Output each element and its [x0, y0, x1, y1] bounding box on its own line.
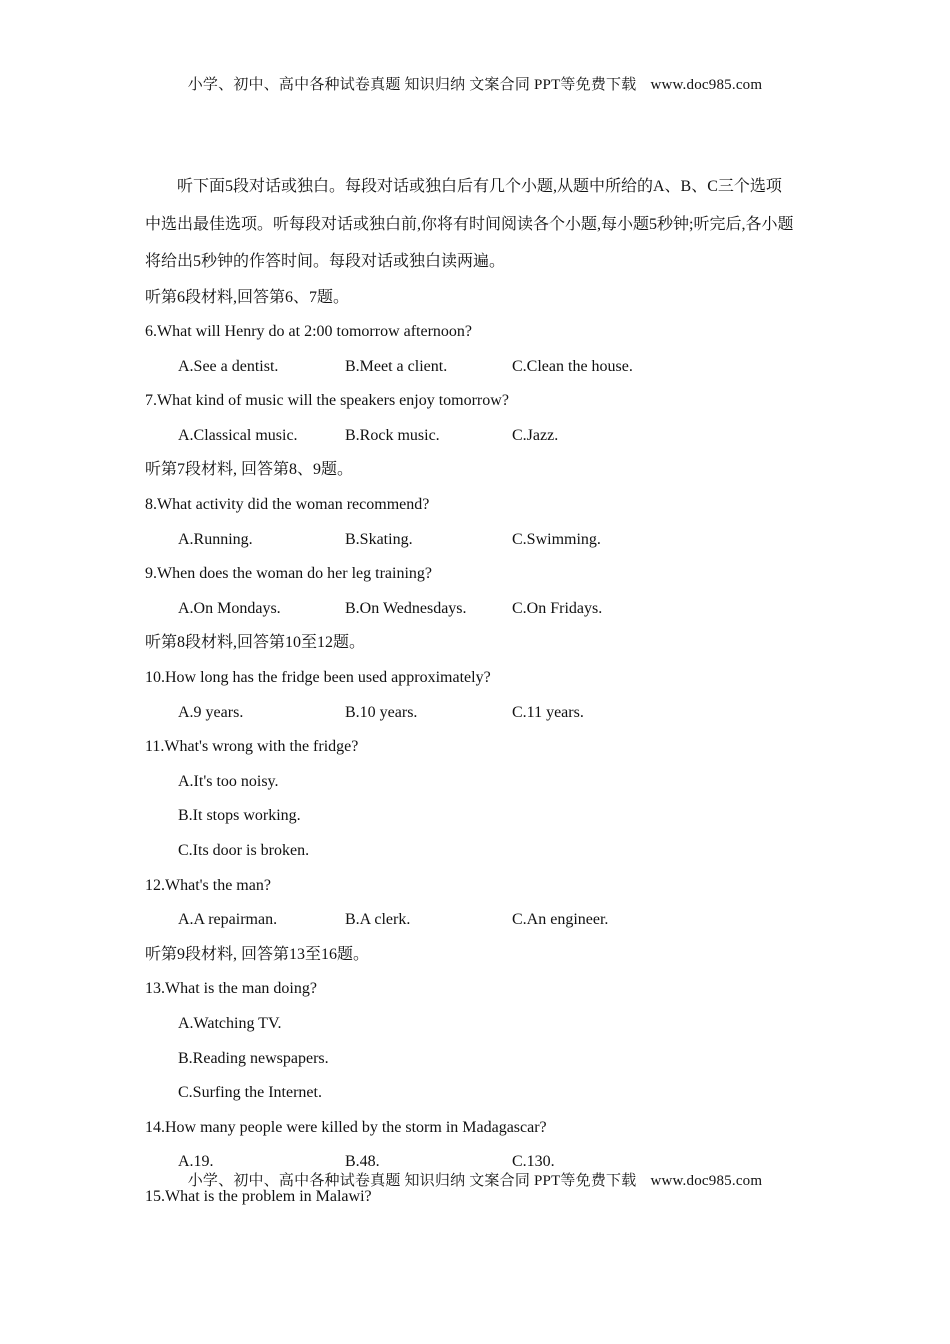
answer-option: C.Jazz. [512, 426, 559, 444]
question-text: 8.What activity did the woman recommend? [145, 496, 430, 514]
answer-option: A.A repairman. [178, 911, 278, 929]
answer-option: A.Watching TV. [178, 1014, 282, 1032]
section-heading: 听第6段材料,回答第6、7题。 [145, 288, 350, 306]
answer-option: C.Clean the house. [512, 357, 633, 375]
answer-option: A.9 years. [178, 703, 244, 721]
section-heading: 听第8段材料,回答第10至12题。 [145, 634, 366, 652]
options-row [145, 903, 795, 938]
answer-option: C.11 years. [512, 703, 584, 721]
answer-option: A.19. [178, 1153, 214, 1171]
answer-option: B.A clerk. [345, 911, 411, 929]
answer-option: C.An engineer. [512, 911, 609, 929]
answer-option: B.Reading newspapers. [178, 1049, 329, 1067]
options-row [145, 696, 795, 731]
question-text: 12.What's the man? [145, 876, 271, 894]
header-banner-text: 小学、初中、高中各种试卷真题 知识归纳 文案合同 PPT等免费下载 [187, 77, 637, 93]
exam-content [145, 168, 795, 1215]
answer-option: C.Swimming. [512, 530, 601, 548]
answer-option: A.Running. [178, 530, 253, 548]
header-site-link[interactable]: www.doc985.com [650, 77, 763, 93]
options-row [145, 419, 795, 454]
section-heading: 听第9段材料, 回答第13至16题。 [145, 945, 370, 963]
answer-option: C.Surfing the Internet. [178, 1084, 322, 1102]
answer-option: B.Skating. [345, 530, 413, 548]
answer-option: B.On Wednesdays. [345, 599, 467, 617]
instructions-paragraph: 听下面5段对话或独白。每段对话或独白后有几个小题,从题中所给的A、B、C三个选项中选出最佳选项。听每段对话或独白前,你将有时间阅读各个小题,每小题5秒钟;听完后,各小题将给出5秒钟的作答时间。每段对话或独白读两遍。 [145, 178, 794, 270]
answer-option: A.On Mondays. [178, 599, 281, 617]
answer-option: C.On Fridays. [512, 599, 603, 617]
options-row [145, 523, 795, 558]
question-text: 14.How many people were killed by the storm in Madagascar? [145, 1118, 547, 1136]
question-text: 13.What is the man doing? [145, 980, 317, 998]
footer-banner-text: 小学、初中、高中各种试卷真题 知识归纳 文案合同 PPT等免费下载 [187, 1173, 637, 1189]
section-heading: 听第7段材料, 回答第8、9题。 [145, 461, 354, 479]
answer-option: A.It's too noisy. [178, 772, 279, 790]
footer-site-link[interactable]: www.doc985.com [650, 1173, 763, 1189]
answer-option: B.It stops working. [178, 807, 301, 825]
answer-option: B.48. [345, 1153, 380, 1171]
answer-option: A.Classical music. [178, 426, 298, 444]
listening-sections [145, 281, 795, 1215]
answer-option: C.Its door is broken. [178, 842, 310, 859]
footer-banner [0, 1169, 950, 1190]
options-row [145, 592, 795, 627]
answer-option: B.Meet a client. [345, 357, 448, 375]
header-banner [0, 73, 950, 94]
question-text: 11.What's wrong with the fridge? [145, 738, 359, 756]
question-text: 10.How long has the fridge been used approximately? [145, 669, 491, 687]
question-text: 9.When does the woman do her leg training? [145, 565, 433, 583]
options-row [145, 350, 795, 385]
answer-option: B.10 years. [345, 703, 418, 721]
answer-option: A.See a dentist. [178, 357, 279, 375]
question-text: 7.What kind of music will the speakers enjoy tomorrow? [145, 392, 509, 410]
question-text: 15.What is the problem in Malawi? [145, 1187, 372, 1205]
question-text: 6.What will Henry do at 2:00 tomorrow afternoon? [145, 323, 473, 341]
answer-option: B.Rock music. [345, 426, 440, 444]
answer-option: C.130. [512, 1153, 555, 1171]
